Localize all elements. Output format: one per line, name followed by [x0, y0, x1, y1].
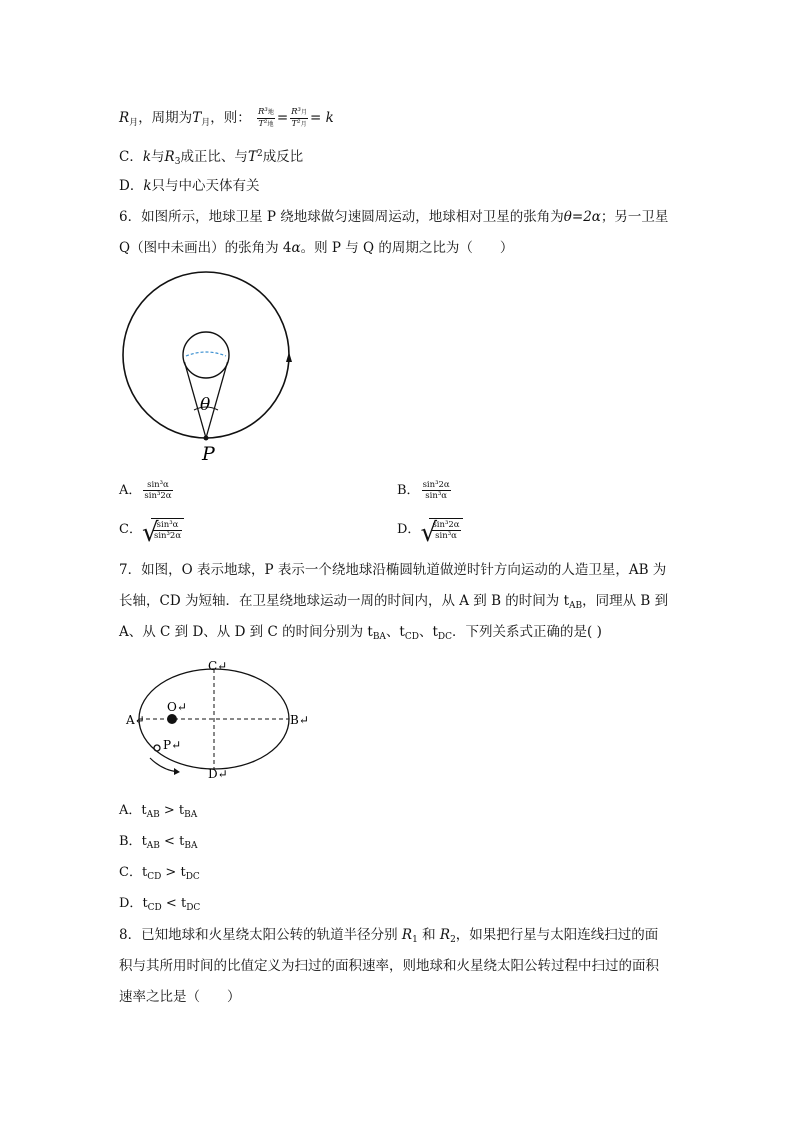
chord-dashed: [186, 352, 226, 356]
q6-option-d[interactable]: D． √ $\frac{\text{sin³2α}}{\text{sin³α}}$: [397, 518, 463, 541]
earth-o-dot: [167, 714, 177, 724]
r-symbol: R: [119, 110, 130, 126]
label-p: P↵: [163, 738, 182, 752]
q6-option-b[interactable]: B． $\frac{\text{sin³2α}}{\text{sin³α}}$: [397, 480, 450, 501]
label-c: C↵: [208, 659, 228, 673]
label-d: D↵: [208, 767, 228, 781]
satellite-p-marker: [154, 745, 160, 751]
sqrt-icon: √ $\frac{\text{sin³α}}{\text{sin³2α}}$: [142, 518, 184, 541]
q7-option-c[interactable]: C．$t_{CD} > t_{DC}$: [119, 865, 200, 882]
q5-option-c[interactable]: C．k与$R_3$成正比、与$T^2$成反比: [119, 149, 304, 167]
q6-option-c[interactable]: C． √ $\frac{\text{sin³α}}{\text{sin³2α}}$: [119, 518, 184, 541]
q6-option-a[interactable]: A． $\frac{\text{sin³α}}{\text{sin³2α}}$: [119, 480, 172, 501]
theta-label: θ: [200, 395, 211, 415]
label-o: O↵: [167, 700, 187, 714]
fraction-moon: $\frac{\text{R³月}}{\text{T²月}}$: [291, 107, 307, 129]
direction-arrow-icon: [286, 352, 292, 362]
satellite-p-dot: [204, 436, 209, 441]
fraction-earth: $\frac{\text{R³地}}{\text{T²地}}$: [258, 107, 274, 129]
sqrt-icon: √ $\frac{\text{sin³2α}}{\text{sin³α}}$: [420, 518, 462, 541]
q6-stem-line2: Q（图中未画出）的张角为 4α。则 P 与 Q 的周期之比为（ ）: [119, 240, 514, 256]
q6-orbit-figure: [118, 270, 298, 470]
q8-stem-line3: 速率之比是（ ）: [119, 989, 241, 1005]
q8-stem-line1: 8．已知地球和火星绕太阳公转的轨道半径分别 $R_1$ 和 $R_2$，如果把行星与太阳连线扫过的面: [119, 927, 659, 945]
q5-option-d[interactable]: D．k只与中心天体有关: [119, 178, 260, 194]
formula-line: $R_月$，周期为$T_月$，则： $\frac{\text{R³地}}{\text{T²地}}$ = $\frac{\text{R³月}}{\text{T²月}}$ = k: [119, 107, 334, 129]
motion-arrow-icon: [150, 758, 178, 772]
label-a: A↵: [126, 713, 145, 727]
q7-option-b[interactable]: B．$t_{AB} < t_{BA}$: [119, 834, 198, 851]
q7-option-d[interactable]: D．$t_{CD} < t_{DC}$: [119, 896, 201, 913]
q7-stem-line2: 长轴，CD 为短轴．在卫星绕地球运动一周的时间内，从 A 到 B 的时间为 $t_{AB}$，同理从 B 到: [119, 593, 669, 611]
p-label: P: [202, 443, 215, 465]
q7-stem-line3: A、从 C 到 D、从 D 到 C 的时间分别为 $t_{BA}$、$t_{CD}$、$t_{DC}$．下列关系式正确的是( ): [119, 624, 602, 642]
q6-stem-line1: 6．如图所示，地球卫星 P 绕地球做匀速圆周运动，地球相对卫星的张角为θ=2α；另一卫星: [119, 209, 669, 225]
q8-stem-line2: 积与其所用时间的比值定义为扫过的面积速率，则地球和火星绕太阳公转过程中扫过的面积: [119, 958, 659, 974]
q7-ellipse-figure: [120, 658, 320, 788]
label-b: B↵: [290, 713, 309, 727]
q7-stem-line1: 7．如图，O 表示地球，P 表示一个绕地球沿椭圆轨道做逆时针方向运动的人造卫星，AB 为: [119, 562, 667, 578]
q7-option-a[interactable]: A．$t_{AB} > t_{BA}$: [119, 803, 198, 820]
